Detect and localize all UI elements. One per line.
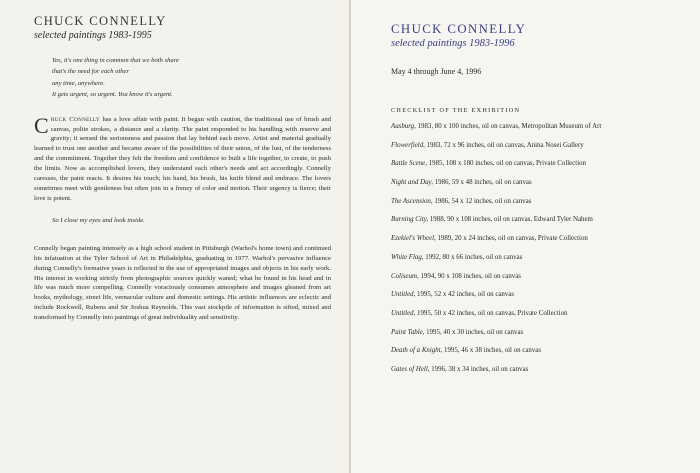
work-title: Untitled, (391, 309, 416, 317)
checklist-item (391, 366, 684, 385)
artist-name: huck Connelly (50, 115, 101, 123)
work-details: 1994, 90 x 108 inches, oil on canvas (418, 272, 521, 280)
poem-line: Yes, it's one thing in common that we both share (52, 57, 179, 64)
essay-paragraph (34, 112, 332, 204)
checklist-item (391, 347, 684, 366)
checklist-item (391, 123, 684, 142)
work-title: Coliseum, (391, 272, 419, 280)
essay-paragraph: Connelly began painting intensely as a high school student in Pittsburgh (Warhol's home town) and continued his infatuation at the Tyler School of Art in Philadelphia, graduating in 1977. Warhol's pervasive influence during Connelly's formative years is reflected in the use of appropriated images and objects in his early work. His interest in working strictly from photographic sources quickly waned; what he found in his head and in life was much more compelling. Connelly voraciously consumes atmosphere and images gleaned from art books, mythology, street life, vernacular culture and domestic settings. His artistic influences are eclectic and include Rockwell, Rubens and Sir Joshua Reynolds. This vast stockpile of information is sifted, mixed and transformed by Connelly into paintings of great individuality and sensitivity. (34, 244, 331, 322)
work-title: Battle Scene, (391, 160, 427, 168)
work-title: Death of a Knight, (391, 347, 443, 355)
work-details: 1992, 80 x 66 inches, oil on canvas (423, 253, 523, 261)
checklist-item (391, 216, 684, 235)
work-details: 1995, 46 x 38 inches, oil on canvas (442, 347, 542, 355)
work-details: 1983, 80 x 100 inches, oil on canvas, Metropolitan Museum of Art (415, 123, 602, 130)
checklist (391, 123, 684, 385)
drop-cap: C (34, 112, 49, 138)
right-page (351, 0, 700, 473)
page-subtitle: selected paintings 1983-1995 (34, 30, 152, 41)
work-details: 1989, 20 x 24 inches, oil on canvas, Private Collection (435, 235, 588, 243)
work-details: 1995, 50 x 42 inches, oil on canvas, Private Collection (415, 309, 568, 317)
checklist-item (391, 179, 684, 198)
quote-line: So I close my eyes and look inside. (52, 216, 145, 224)
work-details: 1996, 38 x 34 inches, oil on canvas (429, 365, 529, 373)
exhibition-dates: May 4 through June 4, 1996 (391, 67, 482, 76)
work-details: 1988, 90 x 108 inches, oil on canvas, Edward Tyler Nahem (428, 216, 593, 224)
poem-line: that's the need for each other (52, 68, 130, 76)
work-title: White Flag, (391, 253, 424, 261)
work-details: 1995, 52 x 42 inches, oil on canvas (415, 291, 515, 299)
work-title: Ausburg, (391, 123, 416, 130)
checklist-item (391, 160, 684, 179)
work-details: 1986, 54 x 12 inches, oil on canvas (432, 197, 532, 205)
page-title: CHUCK CONNELLY (34, 14, 167, 28)
work-title: Burning City, (391, 216, 429, 224)
work-details: 1986, 59 x 48 inches, oil on canvas (432, 179, 532, 187)
page-subtitle: selected paintings 1983-1996 (391, 38, 515, 49)
poem-line: It gets urgent, so urgent. You know it's urgent. (52, 91, 173, 99)
work-title: Ezekiel's Wheel, (391, 235, 436, 243)
page-title: CHUCK CONNELLY (391, 22, 527, 36)
work-details: 1985, 108 x 180 inches, oil on canvas, Private Collection (426, 160, 587, 168)
poem-line: any time, anywhere. (52, 79, 105, 87)
poem-epigraph (52, 55, 331, 101)
work-details: 1995, 40 x 30 inches, oil on canvas (424, 328, 524, 336)
work-title: Flowerfield, (391, 141, 425, 149)
checklist-item (391, 198, 684, 217)
checklist-heading: CHECKLIST OF THE EXHIBITION (391, 107, 521, 114)
checklist-item (391, 310, 684, 329)
checklist-item (391, 329, 684, 348)
work-title: Gates of Hell, (391, 365, 430, 373)
checklist-item (391, 273, 684, 292)
checklist-item (391, 142, 684, 161)
work-details: 1983, 72 x 96 inches, oil on canvas, Anina Nosei Gallery (424, 141, 584, 149)
work-title: Night and Day, (391, 179, 433, 187)
left-page (0, 0, 349, 473)
work-title: Paint Table, (391, 328, 425, 336)
work-title: Untitled, (391, 291, 416, 299)
checklist-item (391, 235, 684, 254)
work-title: The Ascension, (391, 197, 433, 205)
checklist-item (391, 254, 684, 273)
checklist-item (391, 291, 684, 310)
essay-text: has a love affair with paint. It began with caution, the traditional use of brush and canvas, polite strokes, a distance and a clarity. The paint responded to his handling with reserve and gravity; it sensed the seriousness and passion that lay behind each move. Artist and material gradually learned to trust one another and became aware of the possibilities of their union, of the lust, of the tenderness and the commitment. Together they felt the freedom and confidence to built a life together, to create, to push the limits. Now as accomplished lovers, they understand each other's needs and act accordingly. Connelly caresses, the paint reacts. It desires his touch; his hand, his brush, his knife blend and embrace. The lovers sometimes meet with gentleness but often join in a frenzy of color and motion. Their urgency is fierce; their love is potent. (34, 115, 332, 202)
